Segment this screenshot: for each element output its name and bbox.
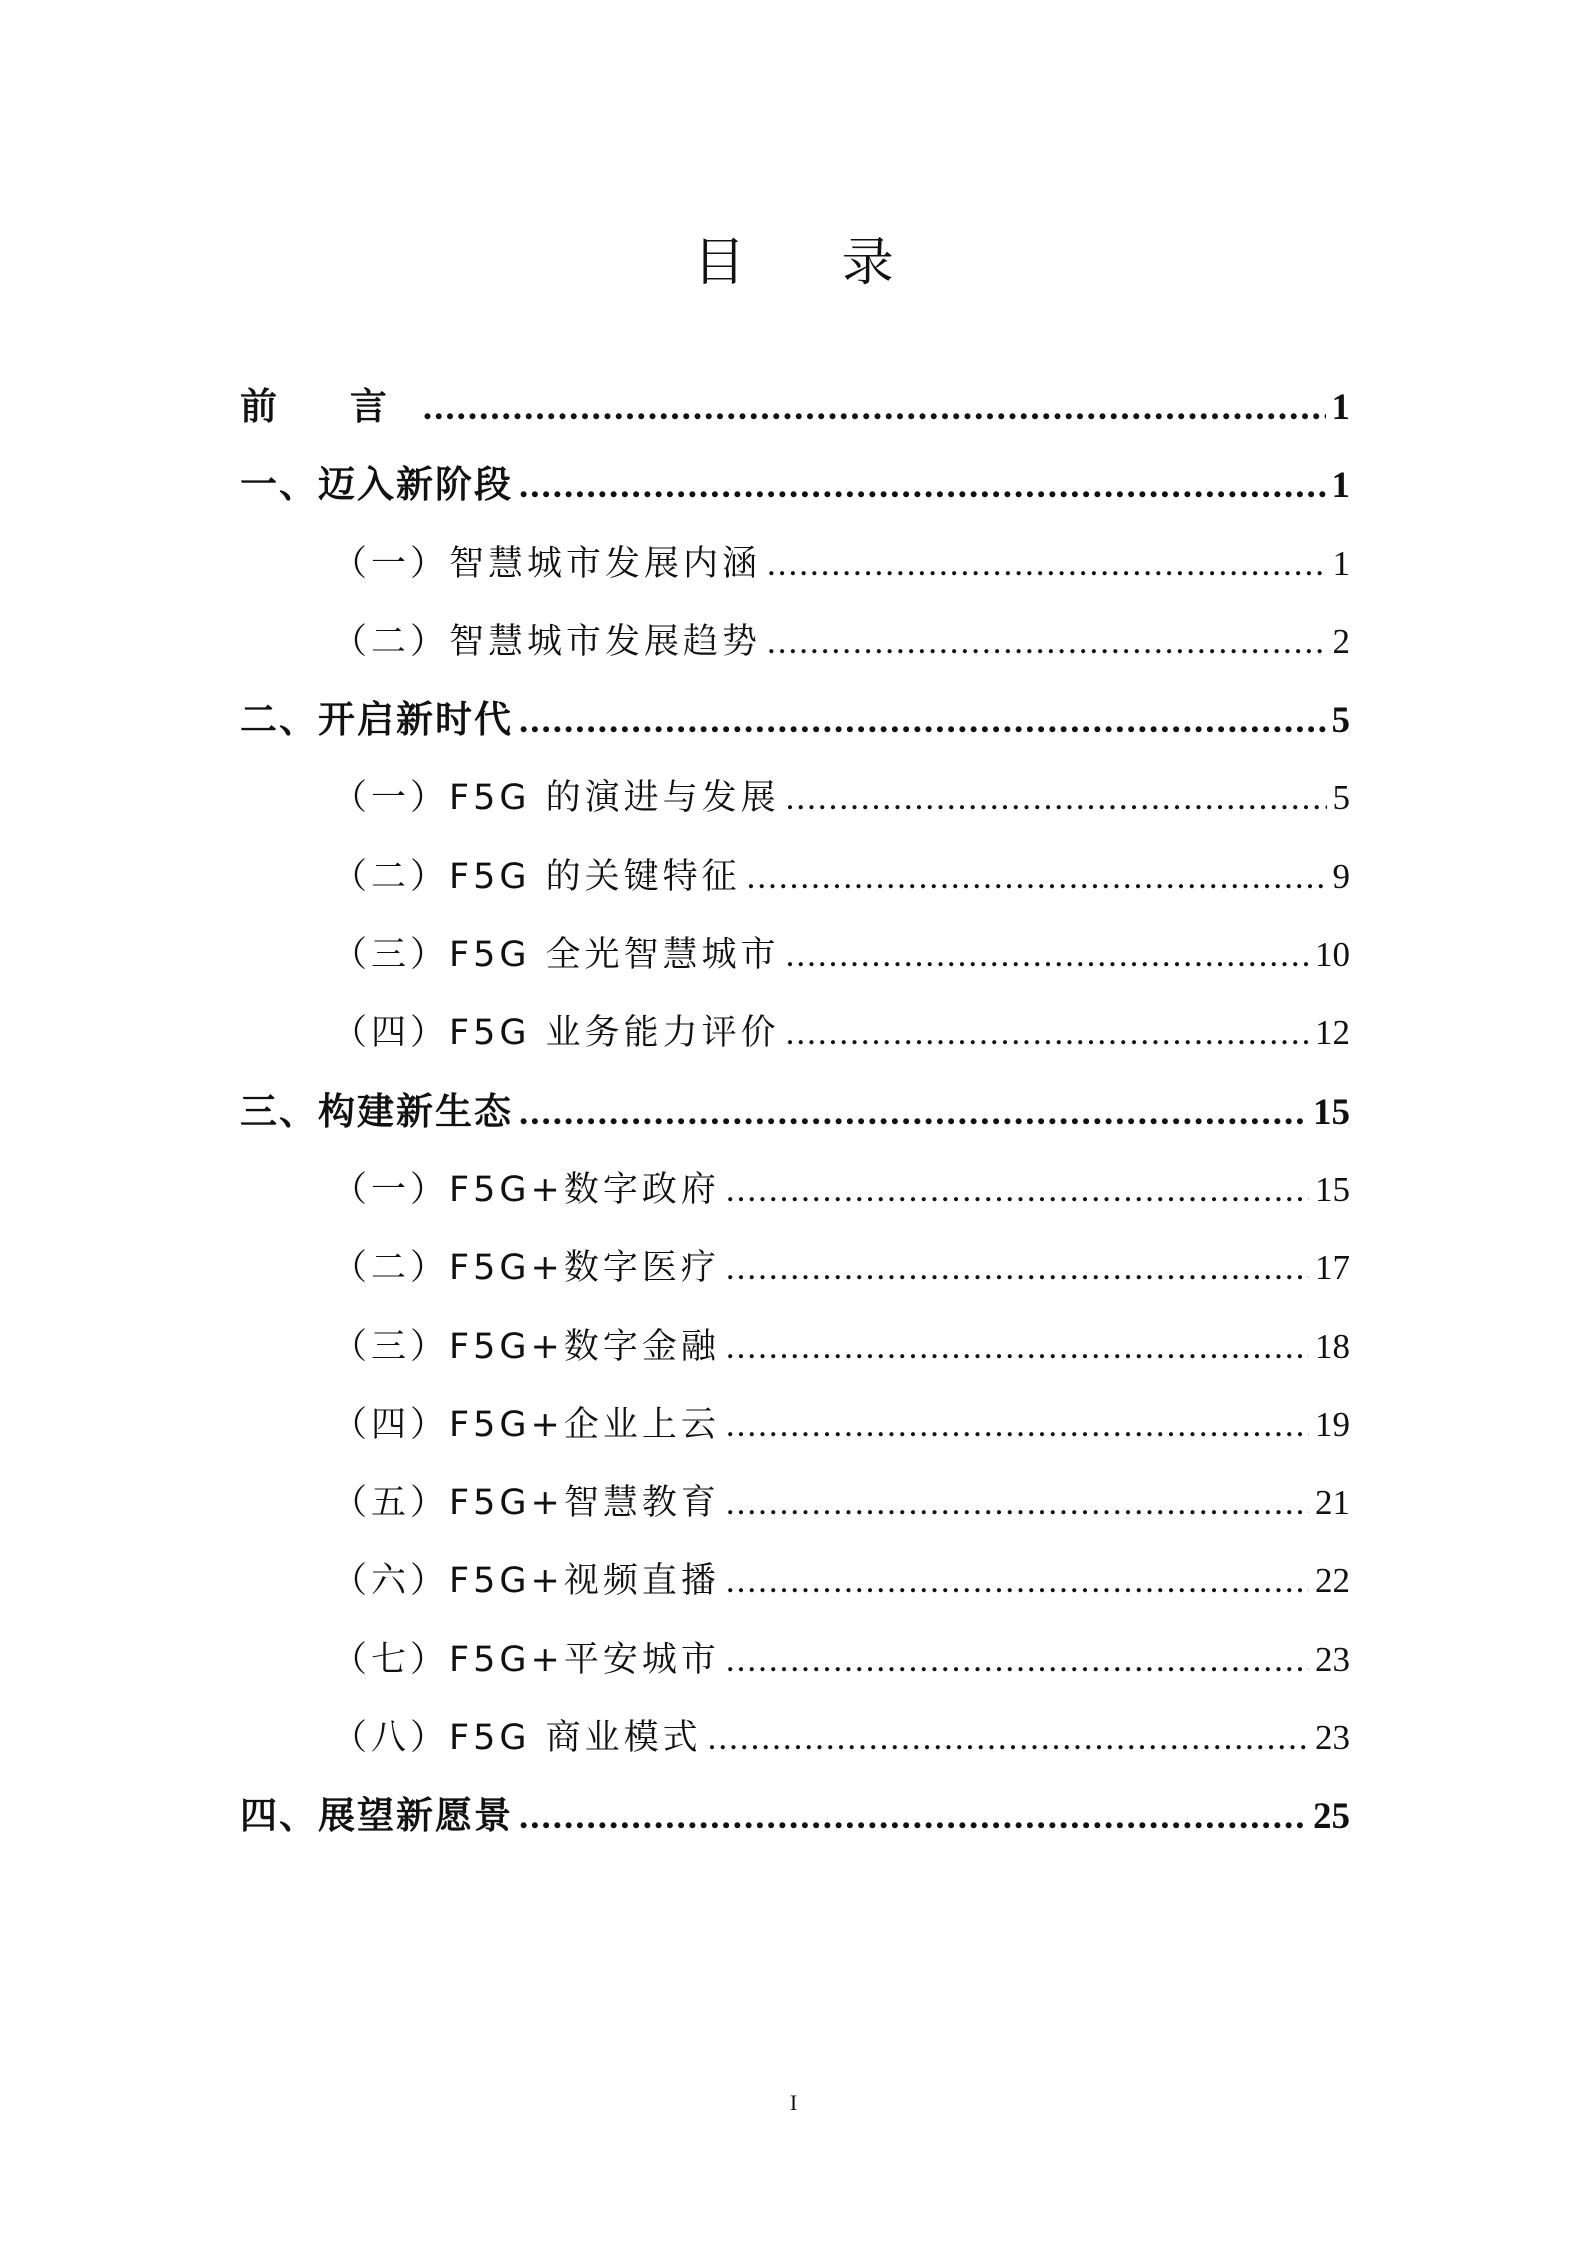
toc-page-number: 5: [1332, 778, 1350, 818]
toc-page-number: 1: [1332, 543, 1350, 583]
toc-entry-chapter-4[interactable]: [240, 1777, 1350, 1855]
toc-entry-section[interactable]: [240, 603, 1350, 681]
toc-dot-leader: [726, 1151, 1309, 1229]
toc-dot-leader: [767, 525, 1326, 603]
toc-page-number: 1: [1331, 387, 1350, 428]
toc-entry-section[interactable]: [240, 1386, 1350, 1464]
toc-page-number: 15: [1315, 1169, 1350, 1209]
toc-entry-section[interactable]: [240, 1542, 1350, 1620]
toc-entry-label: 三、构建新生态: [240, 1089, 513, 1133]
toc-dot-leader: [726, 1621, 1309, 1699]
toc-entry-chapter-1[interactable]: [240, 446, 1350, 524]
toc-page-number: 18: [1315, 1326, 1350, 1366]
toc-entry-label: （二）F5G 的关键特征: [332, 856, 741, 897]
toc-entry-label: （七）F5G+平安城市: [332, 1639, 720, 1680]
toc-entry-label: 四、展望新愿景: [240, 1794, 513, 1838]
toc-dot-leader: [519, 1778, 1307, 1856]
toc-dot-leader: [726, 1386, 1309, 1464]
toc-dot-leader: [786, 759, 1327, 837]
toc-page-number: 15: [1313, 1091, 1350, 1133]
toc-entry-section[interactable]: [240, 1308, 1350, 1386]
toc-dot-leader: [726, 1308, 1309, 1386]
toc-entry-label: 前 言: [240, 385, 417, 428]
toc-entry-chapter-3[interactable]: [240, 1073, 1350, 1151]
toc-dot-leader: [519, 447, 1326, 525]
toc-page-number: 1: [1331, 465, 1350, 507]
toc-page-number: 5: [1331, 700, 1350, 742]
toc-page-number: 2: [1332, 621, 1350, 661]
toc-page-number: 25: [1313, 1796, 1350, 1838]
toc-entry-section[interactable]: [240, 838, 1350, 916]
toc-entry-section[interactable]: [240, 1464, 1350, 1542]
toc-dot-leader: [519, 1074, 1307, 1152]
toc-dot-leader: [519, 682, 1326, 760]
toc-entry-section[interactable]: [240, 759, 1350, 837]
toc-dot-leader: [786, 916, 1309, 994]
toc-page-number: 19: [1315, 1404, 1350, 1444]
page-folio-number: I: [789, 2090, 798, 2115]
toc-entry-label: （五）F5G+智慧教育: [332, 1483, 720, 1524]
toc-entry-section[interactable]: [240, 1699, 1350, 1777]
toc-page-number: 22: [1315, 1561, 1350, 1601]
table-of-contents: [240, 368, 1350, 1856]
toc-entry-label: 二、开启新时代: [240, 698, 513, 742]
toc-dot-leader: [423, 369, 1326, 447]
page-title: 目 录: [693, 232, 934, 293]
toc-page-number: 10: [1315, 935, 1350, 975]
toc-page-number: 23: [1315, 1639, 1350, 1679]
toc-dot-leader: [726, 1464, 1309, 1542]
toc-entry-label: 一、迈入新阶段: [240, 463, 513, 507]
toc-dot-leader: [726, 1542, 1309, 1620]
toc-entry-label: （三）F5G+数字金融: [332, 1326, 720, 1367]
toc-entry-label: （一）F5G+数字政府: [332, 1169, 720, 1210]
toc-entry-label: （六）F5G+视频直播: [332, 1561, 720, 1602]
toc-entry-label: （三）F5G 全光智慧城市: [332, 935, 780, 976]
toc-entry-label: （一）智慧城市发展内涵: [332, 543, 762, 584]
toc-dot-leader: [767, 603, 1326, 681]
toc-dot-leader: [726, 1229, 1309, 1307]
toc-entry-section[interactable]: [240, 1151, 1350, 1229]
toc-page-number: 9: [1332, 856, 1350, 896]
toc-entry-label: （一）F5G 的演进与发展: [332, 778, 780, 819]
toc-entry-label: （四）F5G+企业上云: [332, 1404, 720, 1445]
toc-entry-chapter-2[interactable]: [240, 681, 1350, 759]
toc-entry-preface[interactable]: [240, 368, 1350, 446]
toc-page-number: 12: [1315, 1013, 1350, 1053]
toc-entry-section[interactable]: [240, 1229, 1350, 1307]
toc-entry-section[interactable]: [240, 1621, 1350, 1699]
toc-dot-leader: [786, 994, 1309, 1072]
toc-entry-label: （八）F5G 商业模式: [332, 1718, 702, 1759]
toc-page-number: 23: [1315, 1718, 1350, 1758]
toc-entry-section[interactable]: [240, 994, 1350, 1072]
toc-dot-leader: [747, 838, 1327, 916]
toc-entry-label: （二）F5G+数字医疗: [332, 1248, 720, 1289]
toc-dot-leader: [708, 1699, 1309, 1777]
toc-entry-label: （四）F5G 业务能力评价: [332, 1013, 780, 1054]
toc-entry-label: （二）智慧城市发展趋势: [332, 621, 762, 662]
toc-entry-section[interactable]: [240, 916, 1350, 994]
toc-page-number: 21: [1315, 1483, 1350, 1523]
toc-page-number: 17: [1315, 1248, 1350, 1288]
toc-entry-section[interactable]: [240, 525, 1350, 603]
